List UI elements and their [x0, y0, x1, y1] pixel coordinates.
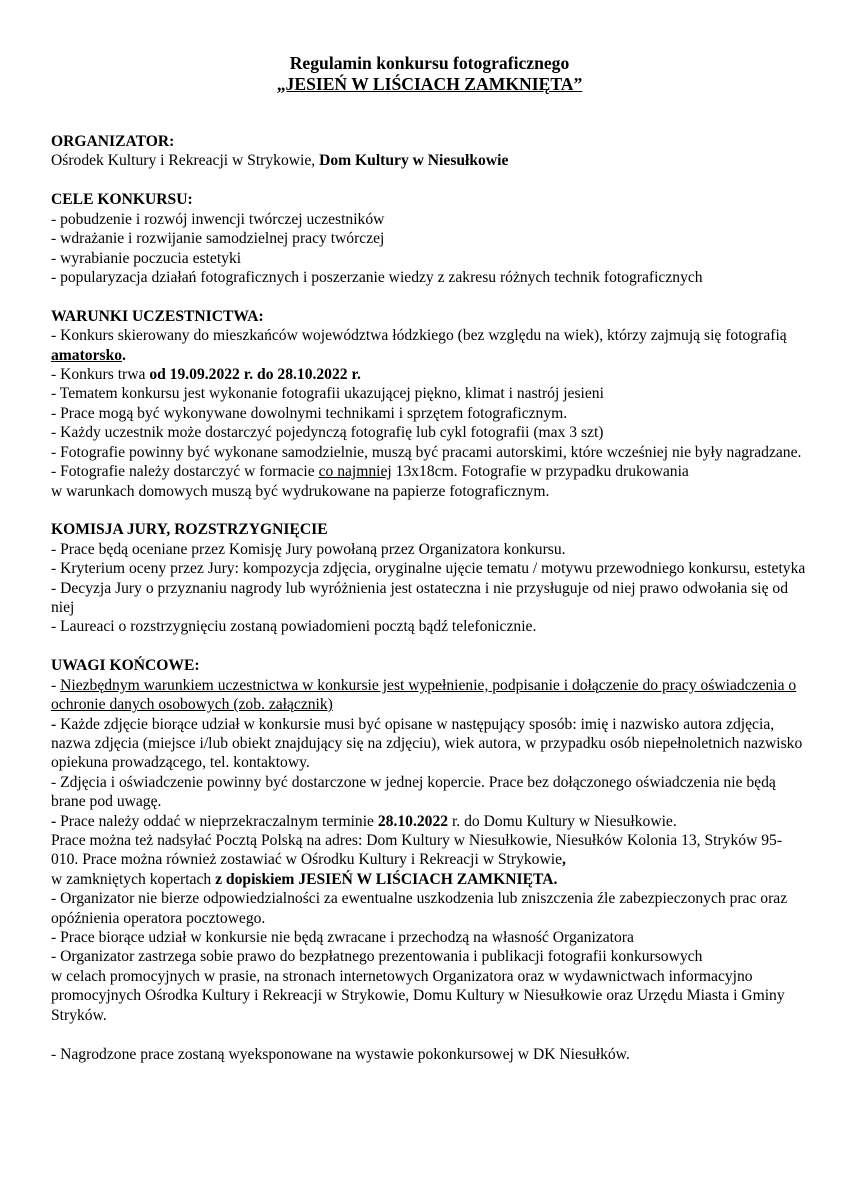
- final-heading: UWAGI KOŃCOWE:: [51, 657, 200, 675]
- section-final-notes: [51, 656, 808, 1064]
- title-line-1: Regulamin konkursu fotograficznego: [289, 53, 570, 73]
- final-item: - Nagrodzone prace zostaną wyeksponowane na wystawie pokonkursowej w DK Niesułków.: [51, 1045, 630, 1063]
- final-item: - Każde zdjęcie biorące udział w konkursie musi być opisane w następujący sposób: imię i nazwisko autora zdjęcia, nazwa zdjęcia (miejsce i/lub obiekt znajdujący się na zdjęciu), wiek autora, w przypadku osób niepełnoletnich nazwisko opiekuna prowadzącego, tel. kontaktowy.: [51, 715, 803, 772]
- final-item: - Niezbędnym warunkiem uczestnictwa w konkursie jest wypełnienie, podpisanie i dołączenie do pracy oświadczenia o ochronie danych osobowych (zob. załącznik): [51, 676, 797, 714]
- section-jury: [51, 520, 808, 636]
- jury-item: - Kryterium oceny przez Jury: kompozycja zdjęcia, oryginalne ujęcie tematu / motywu przewodniego konkursu, estetyka: [51, 560, 806, 578]
- condition-item: - Tematem konkursu jest wykonanie fotografii ukazującej piękno, klimat i nastrój jesieni: [51, 385, 604, 403]
- condition-item: - Fotografie powinny być wykonane samodzielnie, muszą być pracami autorskimi, które wcześniej nie były nagradzane.: [51, 443, 802, 461]
- goals-heading: CELE KONKURSU:: [51, 191, 193, 209]
- jury-item: - Decyzja Jury o przyznaniu nagrody lub wyróżnienia jest ostateczna i nie przysługuje od niej prawo odwołania się od niej: [51, 579, 789, 617]
- condition-item: - Prace mogą być wykonywane dowolnymi technikami i sprzętem fotograficznym.: [51, 404, 568, 422]
- final-item: - Organizator zastrzega sobie prawo do bezpłatnego prezentowania i publikacji fotografii konkursowych w celach promocyjnych w prasie, na stronach internetowych Organizatora oraz w wydawnictwach informacyjno promocyjnych Ośrodka Kultury i Rekreacji w Strykowie, Domu Kultury w Niesułkowie oraz Urzędu Miasta i Gminy Stryków.: [51, 948, 785, 1024]
- goal-item: - wyrabianie poczucia estetyki: [51, 249, 242, 267]
- condition-item: - Konkurs trwa od 19.09.2022 r. do 28.10.2022 r.: [51, 366, 361, 384]
- section-conditions: [51, 307, 808, 501]
- jury-heading: KOMISJA JURY, ROZSTRZYGNIĘCIE: [51, 521, 328, 539]
- title-line-2: „JESIEŃ W LIŚCIACH ZAMKNIĘTA”: [276, 74, 583, 94]
- section-goals: [51, 190, 808, 287]
- goal-item: - popularyzacja działań fotograficznych i poszerzanie wiedzy z zakresu różnych technik fotograficznych: [51, 268, 703, 286]
- condition-item: - Fotografie należy dostarczyć w formacie co najmniej 13x18cm. Fotografie w przypadku drukowania w warunkach domowych muszą być wydrukowane na papierze fotograficznym.: [51, 463, 689, 500]
- final-item: - Prace biorące udział w konkursie nie będą zwracane i przechodzą na własność Organizatora: [51, 929, 634, 947]
- document-title: [51, 53, 808, 95]
- organizer-text: Ośrodek Kultury i Rekreacji w Strykowie, Dom Kultury w Niesułkowie: [51, 152, 509, 170]
- final-item: - Prace należy oddać w nieprzekraczalnym terminie 28.10.2022 r. do Domu Kultury w Niesułkowie. Prace można też nadsyłać Pocztą Polską na adres: Dom Kultury w Niesułkowie, Niesułków Kolonia 13, Stryków 95-010. Prace można również zostawiać w Ośrodku Kultury i Rekreacji w Strykowie, w zamkniętych kopertach z dopiskiem JESIEŃ W LIŚCIACH ZAMKNIĘTA.: [51, 812, 783, 888]
- goal-item: - pobudzenie i rozwój inwencji twórczej uczestników: [51, 210, 385, 228]
- jury-item: - Laureaci o rozstrzygnięciu zostaną powiadomieni pocztą bądź telefonicznie.: [51, 618, 537, 636]
- jury-item: - Prace będą oceniane przez Komisję Jury powołaną przez Organizatora konkursu.: [51, 540, 566, 558]
- conditions-heading: WARUNKI UCZESTNICTWA:: [51, 307, 264, 325]
- final-item: - Organizator nie bierze odpowiedzialności za ewentualne uszkodzenia lub zniszczenia źle zabezpieczonych prac oraz opóźnienia operatora pocztowego.: [51, 890, 788, 927]
- organizer-heading: ORGANIZATOR:: [51, 133, 175, 150]
- condition-item: - Konkurs skierowany do mieszkańców województwa łódzkiego (bez względu na wiek), którzy zajmują się fotografią amatorsko.: [51, 327, 787, 364]
- goal-item: - wdrażanie i rozwijanie samodzielnej pracy twórczej: [51, 230, 385, 248]
- section-organizer: [51, 132, 808, 171]
- condition-item: - Każdy uczestnik może dostarczyć pojedynczą fotografię lub cykl fotografii (max 3 szt): [51, 424, 604, 442]
- final-item: - Zdjęcia i oświadczenie powinny być dostarczone w jednej kopercie. Prace bez dołączonego oświadczenia nie będą brane pod uwagę.: [51, 773, 776, 811]
